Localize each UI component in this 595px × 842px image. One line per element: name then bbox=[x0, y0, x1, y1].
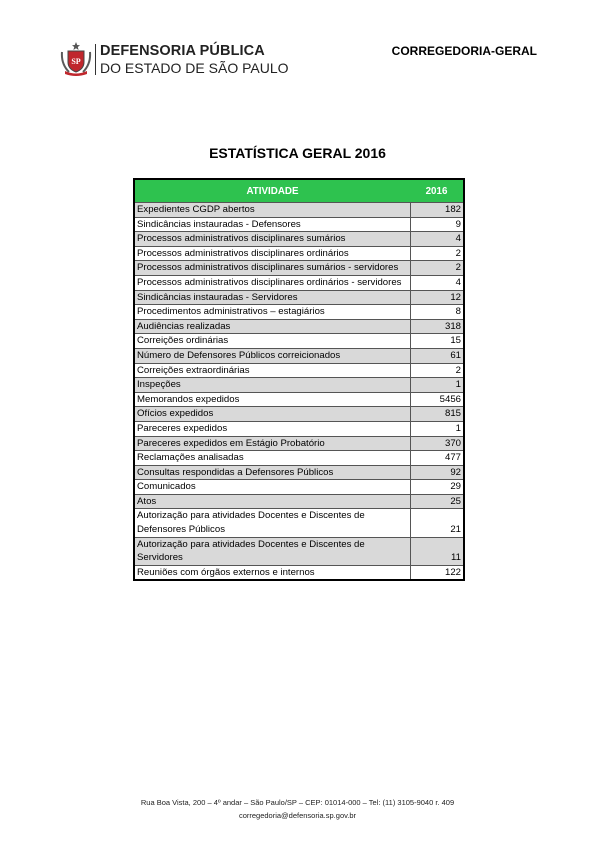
table-row bbox=[134, 305, 464, 320]
count-cell: 4 bbox=[410, 232, 464, 247]
table-row bbox=[134, 407, 464, 422]
activity-cell: Sindicâncias instauradas - Servidores bbox=[134, 290, 410, 305]
activity-cell: Correições ordinárias bbox=[134, 334, 410, 349]
count-cell: 1 bbox=[410, 421, 464, 436]
activity-cell: Comunicados bbox=[134, 480, 410, 495]
activity-cell: Audiências realizadas bbox=[134, 319, 410, 334]
count-cell: 11 bbox=[410, 537, 464, 565]
count-cell: 370 bbox=[410, 436, 464, 451]
table-row bbox=[134, 348, 464, 363]
count-cell: 61 bbox=[410, 348, 464, 363]
activity-cell: Atos bbox=[134, 494, 410, 509]
count-cell: 1 bbox=[410, 378, 464, 393]
department-heading: CORREGEDORIA-GERAL bbox=[391, 44, 537, 58]
count-cell: 8 bbox=[410, 305, 464, 320]
count-cell: 4 bbox=[410, 275, 464, 290]
table-row bbox=[134, 319, 464, 334]
count-cell: 815 bbox=[410, 407, 464, 422]
activity-cell: Processos administrativos disciplinares ordinários bbox=[134, 246, 410, 261]
table-row bbox=[134, 275, 464, 290]
table-row bbox=[134, 494, 464, 509]
table-row bbox=[134, 480, 464, 495]
activity-cell: Ofícios expedidos bbox=[134, 407, 410, 422]
footer-address: Rua Boa Vista, 200 – 4º andar – São Paulo/SP – CEP: 01014-000 – Tel: (11) 3105-9040 r. 409 bbox=[140, 798, 455, 807]
activity-cell: Sindicâncias instauradas - Defensores bbox=[134, 217, 410, 232]
footer bbox=[0, 796, 595, 822]
table-row bbox=[134, 203, 464, 218]
table-row bbox=[134, 436, 464, 451]
activity-cell: Reuniões com órgãos externos e internos bbox=[134, 565, 410, 580]
activity-cell: Autorização para atividades Docentes e Discentes de Servidores bbox=[134, 537, 410, 565]
table-row bbox=[134, 246, 464, 261]
table-row bbox=[134, 392, 464, 407]
table-row bbox=[134, 261, 464, 276]
count-cell: 92 bbox=[410, 465, 464, 480]
table-row bbox=[134, 421, 464, 436]
table-row bbox=[134, 363, 464, 378]
footer-email: corregedoria@defensoria.sp.gov.br bbox=[238, 811, 357, 820]
count-cell: 12 bbox=[410, 290, 464, 305]
activity-cell: Memorandos expedidos bbox=[134, 392, 410, 407]
activity-cell: Expedientes CGDP abertos bbox=[134, 203, 410, 218]
logo-title: DEFENSORIA PÚBLICA bbox=[100, 43, 265, 59]
count-cell: 318 bbox=[410, 319, 464, 334]
table-row bbox=[134, 217, 464, 232]
logo-subtitle: DO ESTADO DE SÃO PAULO bbox=[100, 60, 289, 76]
count-cell: 29 bbox=[410, 480, 464, 495]
table-row bbox=[134, 232, 464, 247]
state-seal-icon bbox=[60, 42, 92, 76]
table-row bbox=[134, 537, 464, 565]
count-cell: 25 bbox=[410, 494, 464, 509]
activity-cell: Número de Defensores Públicos correicionados bbox=[134, 348, 410, 363]
table-row bbox=[134, 334, 464, 349]
statistics-table bbox=[133, 178, 465, 581]
count-cell: 5456 bbox=[410, 392, 464, 407]
activity-cell: Correições extraordinárias bbox=[134, 363, 410, 378]
document-title: ESTATÍSTICA GERAL 2016 bbox=[209, 145, 386, 161]
column-header-year: 2016 bbox=[410, 179, 464, 203]
activity-cell: Reclamações analisadas bbox=[134, 451, 410, 466]
logo bbox=[60, 42, 289, 78]
table-row bbox=[134, 509, 464, 537]
column-header-activity: ATIVIDADE bbox=[134, 179, 410, 203]
activity-cell: Processos administrativos disciplinares sumários - servidores bbox=[134, 261, 410, 276]
table-row bbox=[134, 465, 464, 480]
activity-cell: Processos administrativos disciplinares ordinários - servidores bbox=[134, 275, 410, 290]
svg-text:SP: SP bbox=[71, 57, 81, 66]
activity-cell: Processos administrativos disciplinares sumários bbox=[134, 232, 410, 247]
count-cell: 2 bbox=[410, 261, 464, 276]
activity-cell: Autorização para atividades Docentes e Discentes de Defensores Públicos bbox=[134, 509, 410, 537]
table-row bbox=[134, 378, 464, 393]
logo-divider bbox=[95, 44, 96, 75]
table-header-row bbox=[134, 179, 464, 203]
activity-cell: Inspeções bbox=[134, 378, 410, 393]
count-cell: 21 bbox=[410, 509, 464, 537]
table-row bbox=[134, 290, 464, 305]
count-cell: 9 bbox=[410, 217, 464, 232]
table-body bbox=[134, 203, 464, 581]
count-cell: 477 bbox=[410, 451, 464, 466]
count-cell: 2 bbox=[410, 246, 464, 261]
activity-cell: Pareceres expedidos em Estágio Probatório bbox=[134, 436, 410, 451]
activity-cell: Consultas respondidas a Defensores Públicos bbox=[134, 465, 410, 480]
table-row bbox=[134, 451, 464, 466]
count-cell: 182 bbox=[410, 203, 464, 218]
count-cell: 2 bbox=[410, 363, 464, 378]
count-cell: 15 bbox=[410, 334, 464, 349]
count-cell: 122 bbox=[410, 565, 464, 580]
activity-cell: Pareceres expedidos bbox=[134, 421, 410, 436]
table-row bbox=[134, 565, 464, 580]
activity-cell: Procedimentos administrativos – estagiários bbox=[134, 305, 410, 320]
